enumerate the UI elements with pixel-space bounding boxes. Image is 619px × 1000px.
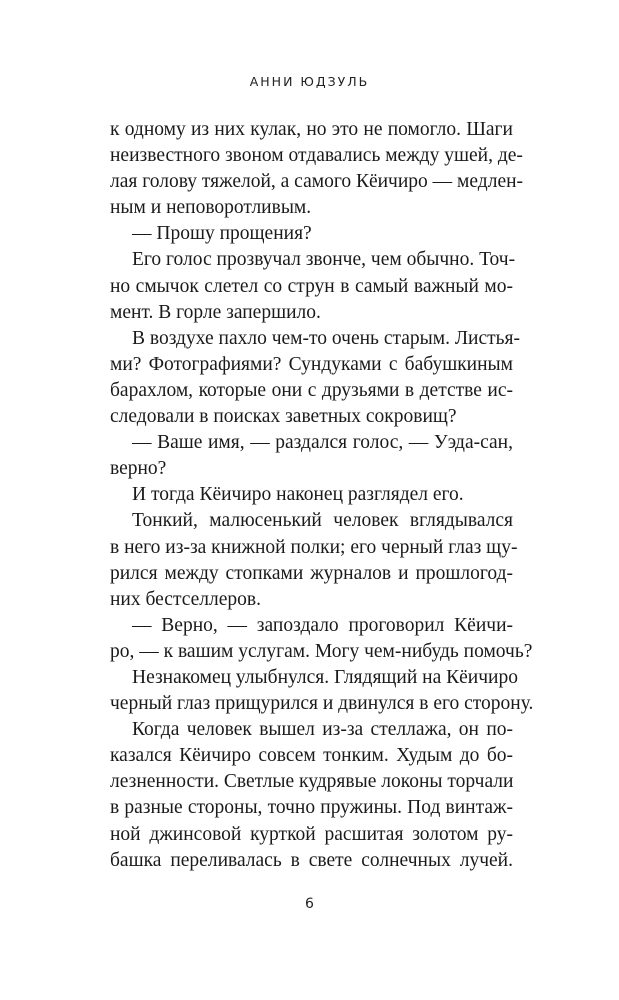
text-line: мент. В горле запершило. xyxy=(110,301,321,323)
text-line: — Ваше имя, — раздался голос, — Уэда-сан, xyxy=(132,432,513,454)
text-line: ми? Фотографиями? Сундуками с бабушкиным xyxy=(110,353,513,375)
page-number: 6 xyxy=(305,896,314,912)
text-line: Когда человек вышел из-за стеллажа, он по- xyxy=(132,719,513,741)
text-line: в разные стороны, точно пружины. Под винтаж- xyxy=(110,797,513,819)
body-text xyxy=(110,117,534,874)
text-line: в него из-за книжной полки; его черный глаз щу- xyxy=(110,536,518,558)
text-line: них бестселлеров. xyxy=(110,588,261,610)
text-line: Незнакомец улыбнулся. Глядящий на Кёичиро xyxy=(132,666,518,688)
text-line: башка переливалась в свете солнечных лучей. xyxy=(110,849,513,871)
text-line: ным и неповоротливым. xyxy=(110,197,312,219)
text-line: неизвестного звоном отдавались между ушей, де- xyxy=(110,145,523,167)
text-line: но смычок слетел со струн в самый важный мо- xyxy=(110,275,513,297)
text-line: ро, — к вашим услугам. Могу чем-нибудь помочь? xyxy=(110,640,533,662)
text-line: — Прошу прощения? xyxy=(132,223,312,245)
text-line: казался Кёичиро совсем тонким. Худым до бо- xyxy=(110,745,513,767)
running-header-author: АННИ ЮДЗУЛЬ xyxy=(249,74,370,89)
text-line: барахлом, которые они с друзьями в детстве ис- xyxy=(110,379,513,401)
text-line: следовали в поисках заветных сокровищ? xyxy=(110,406,457,428)
text-line: ной джинсовой курткой расшитая золотом ру- xyxy=(110,823,513,845)
text-line: — Верно, — запоздало проговорил Кёичи- xyxy=(132,614,513,636)
text-line: черный глаз прищурился и двинулся в его сторону. xyxy=(110,693,534,715)
text-line: И тогда Кёичиро наконец разглядел его. xyxy=(132,484,464,506)
text-line: Тонкий, малюсенький человек вглядывался xyxy=(132,510,513,532)
text-line: лая голову тяжелой, а самого Кёичиро — медлен- xyxy=(110,171,524,193)
text-line: верно? xyxy=(110,458,167,480)
text-line: В воздухе пахло чем-то очень старым. Листья- xyxy=(132,327,521,349)
text-line: Его голос прозвучал звонче, чем обычно. Точ- xyxy=(132,249,516,271)
text-line: лезненности. Светлые кудрявые локоны торчали xyxy=(110,771,514,793)
text-line: рился между стопками журналов и прошлогод- xyxy=(110,562,513,584)
text-line: к одному из них кулак, но это не помогло. Шаги xyxy=(110,119,513,140)
